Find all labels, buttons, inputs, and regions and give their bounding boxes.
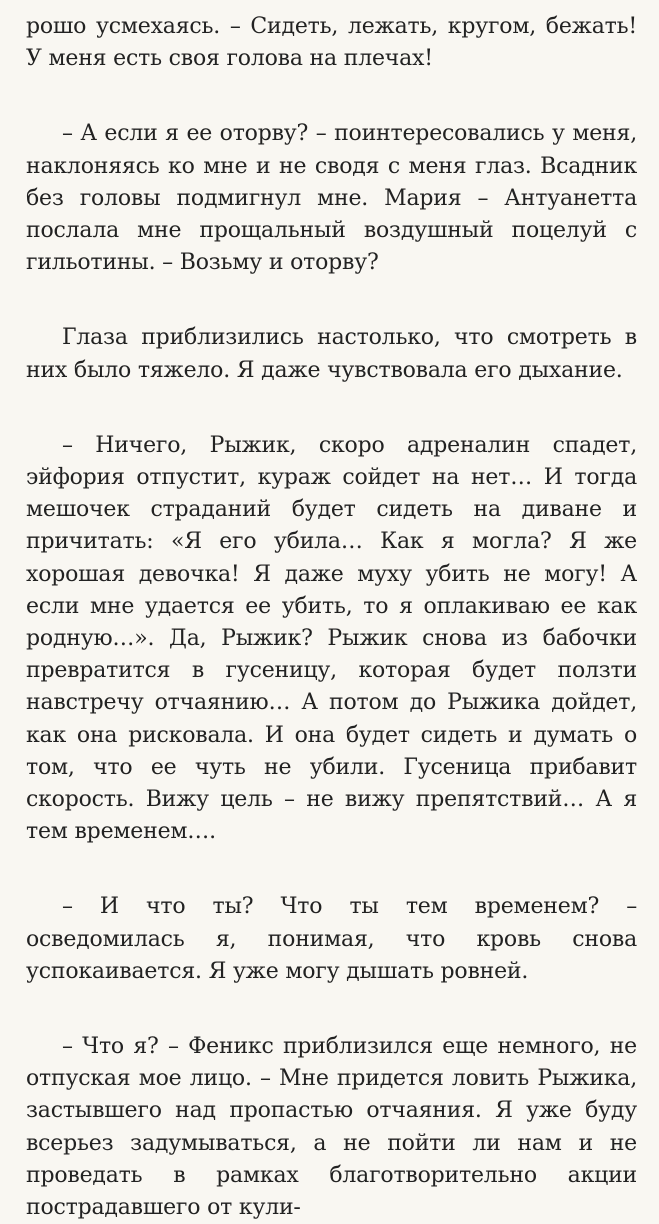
paragraph-1: рошо усмехаясь. – Сидеть, лежать, кругом, бежать! У меня есть своя голова на плечах! [26, 14, 637, 72]
paragraph-6: – Что я? – Феникс приблизился еще немного, не отпуская мое лицо. – Мне придется ловить Рыжика, застывшего над пропастью отчаяния. Я уже буду всерьез задумываться, а не пойти ли нам и не проведать в рамках благотворительно акции пострадавшего от кули- [26, 1034, 637, 1221]
paragraph-4: – Ничего, Рыжик, скоро адреналин спадет, эйфория отпустит, кураж сойдет на нет… И тогда мешочек страданий будет сидеть на диване и причитать: «Я его убила… Как я могла? Я же хорошая девочка! Я даже муху убить не могу! А если мне удается ее убить, то я оплакиваю ее как родную…». Да, Рыжик? Рыжик снова из бабочки превратится в гусеницу, которая будет ползти навстречу отчаянию… А потом до Рыжика дойдет, как она рисковала. И она будет сидеть и думать о том, что ее чуть не убили. Гусеница прибавит скорость. Вижу цель – не вижу препятствий… А я тем временем…. [26, 432, 637, 845]
paragraph-2: – А если я ее оторву? – поинтересовались у меня, наклоняясь ко мне и не сводя с меня глаз. Всадник без головы подмигнул мне. Мария – Антуанетта послала мне прощальный воздушный поцелуй с гильотины. – Возьму и оторву? [26, 121, 637, 276]
paragraph-5: – И что ты? Что ты тем временем? – осведомилась я, понимая, что кровь снова успокаивается. Я уже могу дышать ровней. [26, 894, 637, 984]
paragraph-3: Глаза приблизились настолько, что смотреть в них было тяжело. Я даже чувствовала его дыхание. [26, 325, 637, 383]
